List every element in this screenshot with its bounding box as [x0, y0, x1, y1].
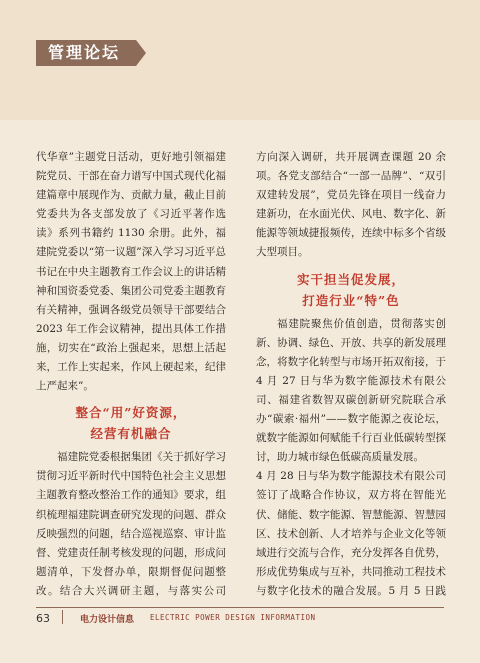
- footer-rule: [36, 607, 444, 608]
- heading-line: 经营有机融合: [90, 426, 172, 442]
- section-heading: [256, 269, 446, 311]
- paragraph: 4 月 28 日与华为数字能源技术有限公司签订了战略合作协议，双方将在智能光伏、储能、数字能源、智慧能源、智慧园区、技术创新、人才培养与企业文化等领域进行交流与合作，充分发挥各自优势，形成优势集成与互补，共同推动工程技术与数字化技术的融合发展。5 月 5 日践: [256, 470, 446, 597]
- heading-line: 整合“用”好资源，: [75, 405, 187, 421]
- article-column-left: [36, 148, 226, 598]
- paragraph: 代华章”主题党日活动，更好地引领福建院党员、干部在奋力谱写中国式现代化福建篇章中展现作为、贡献力量，截止目前党委共为各支部发放了《习近平著作选读》系列书籍约 1130 余册。此外，福建院党委以“第一议题”深入学习习近平总书记在中央主题教育工作会议上的讲话精神和国资委党委、集团公司党委主题教育有关精神，强调各级党员领导干部要结合 2023 年工作会议精神，提出具体工作措施，切实在“政治上强起来，思想上活起来，工作上实起来，作风上硬起来，纪律上严起来”。: [36, 151, 226, 393]
- section-heading: [36, 402, 226, 444]
- journal-name-en: ELECTRIC POWER DESIGN INFORMATION: [150, 613, 316, 622]
- heading-line: 实干担当促发展，: [296, 271, 405, 287]
- page-number: 63: [36, 612, 50, 625]
- paragraph: 福建院聚焦价值创造，贯彻落实创新、协调、绿色、开放、共享的新发展理念，将数字化转型与市场开拓双衔接，于 4 月 27 日与华为数字能源技术有限公司、福建省数智双碳创新研究院联合承办“碳索·福州”——数字能源之夜论坛，就数字能源如何赋能千行百业低碳转型探讨，助力城市绿色低碳高质量发展。: [256, 317, 446, 464]
- paragraph: 方向深入调研，共开展调查课题 20 余项。各党支部结合“一部一品牌”、“双引双建转发展”，党员先锋在项目一线奋力建新功，在水面光伏、风电、数字化、新能源等领域捷报频传，连续中标多个省级大型项目。: [256, 151, 446, 259]
- journal-name-cn: 电力设计信息: [80, 615, 135, 625]
- article-column-right: [256, 148, 446, 598]
- heading-line: 打造行业“特”色: [302, 292, 400, 308]
- footer-divider: [62, 610, 63, 624]
- paragraph: 福建院党委根据集团《关于抓好学习贯彻习近平新时代中国特色社会主义思想主题教育整改整治工作的通知》要求，组织梳理福建院调查研究发现的问题、群众反映强烈的问题，结合巡视巡察、审计监督、党建责任制考核发现的问题，形成问题清单，下发督办单，限期督促问题整改。结合大兴调研主题，与落实公司: [36, 451, 226, 597]
- section-label: 管理论坛: [36, 40, 136, 66]
